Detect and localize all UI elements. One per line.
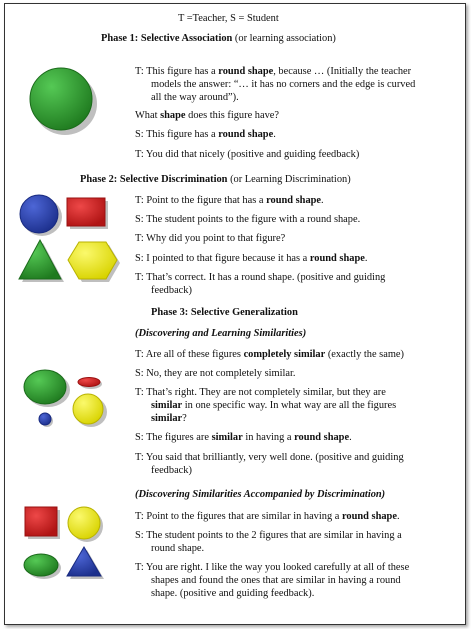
phase2-title-rest: (or Learning Discrimination) — [227, 174, 351, 185]
phase1-title — [101, 33, 336, 46]
phase3-figures-group2 — [24, 506, 109, 581]
p1-line1: T: This figure has a round shape, because … (Initially the teacher — [135, 66, 412, 77]
green-circle-shape — [30, 68, 92, 130]
blue-triangle-shape — [67, 547, 101, 576]
p2-line2: S: The student points to the figure with a round shape. — [135, 214, 361, 225]
p1-line4: What shape does this figure have? — [135, 110, 280, 121]
p3-line11: round shape. — [151, 543, 205, 554]
p3-line2: S: No, they are not completely similar. — [135, 368, 296, 379]
red-rectangle-shape — [67, 198, 105, 226]
p3-line10: S: The student points to the 2 figures that are similar in having a — [135, 530, 402, 541]
p1-line6: T: You did that nicely (positive and guiding feedback) — [135, 149, 360, 160]
p3-line1: T: Are all of these figures completely similar (exactly the same) — [135, 349, 404, 360]
phase2-title-bold: Phase 2: Selective Discrimination — [80, 174, 228, 185]
p1-line3: all the way around”). — [151, 92, 239, 103]
p3-line9: T: Point to the figures that are similar in having a round shape. — [135, 511, 400, 522]
yellow-circle-shape — [73, 394, 103, 424]
phase1-figure — [26, 62, 106, 137]
green-triangle-shape — [19, 240, 61, 279]
p1-line2: models the answer: “… it has no corners and the edge is curved — [151, 79, 416, 90]
p2-line4: S: I pointed to that figure because it has a round shape. — [135, 253, 368, 264]
p2-line5: T: That’s correct. It has a round shape. (positive and guiding — [135, 272, 386, 283]
red-square-shape — [25, 507, 57, 536]
p3-line13: shapes and found the ones that are similar in having a round — [151, 575, 401, 586]
phase3-subtitle2: (Discovering Similarities Accompanied by Discrimination) — [135, 489, 386, 500]
p2-line1: T: Point to the figure that has a round shape. — [135, 195, 324, 206]
phase2-title — [80, 174, 351, 187]
p3-line8: feedback) — [151, 465, 192, 476]
green-ellipse-shape — [24, 370, 66, 404]
green-ellipse-shape-2 — [24, 554, 58, 576]
blue-small-circle-shape — [39, 413, 51, 425]
phase3-title: Phase 3: Selective Generalization — [151, 307, 298, 318]
yellow-circle-shape-2 — [68, 507, 100, 539]
p3-line5: similar? — [151, 413, 187, 424]
red-small-ellipse-shape — [78, 378, 100, 387]
p2-line3: T: Why did you point to that figure? — [135, 233, 286, 244]
phase3-figures-group1 — [24, 367, 114, 432]
p3-line3: T: That’s right. They are not completely similar, but they are — [135, 387, 386, 398]
yellow-hexagon-shape — [68, 242, 117, 279]
p3-line4: similar in one specific way. In what way are all the figures — [151, 400, 397, 411]
phase1-title-rest: (or learning association) — [232, 33, 336, 44]
legend-text: T =Teacher, S = Student — [178, 13, 279, 24]
p3-line6: S: The figures are similar in having a round shape. — [135, 432, 352, 443]
phase2-figures — [18, 193, 123, 288]
p3-line14: shape. (positive and guiding feedback). — [151, 588, 315, 599]
p1-line5: S: This figure has a round shape. — [135, 129, 276, 140]
blue-circle-shape — [20, 195, 58, 233]
p3-line7: T: You said that brilliantly, very well done. (positive and guiding — [135, 452, 404, 463]
phase3-subtitle: (Discovering and Learning Similarities) — [135, 328, 307, 339]
p3-line12: T: You are right. I like the way you looked carefully at all of these — [135, 562, 410, 573]
phase1-title-bold: Phase 1: Selective Association — [101, 33, 233, 44]
p2-line6: feedback) — [151, 285, 192, 296]
